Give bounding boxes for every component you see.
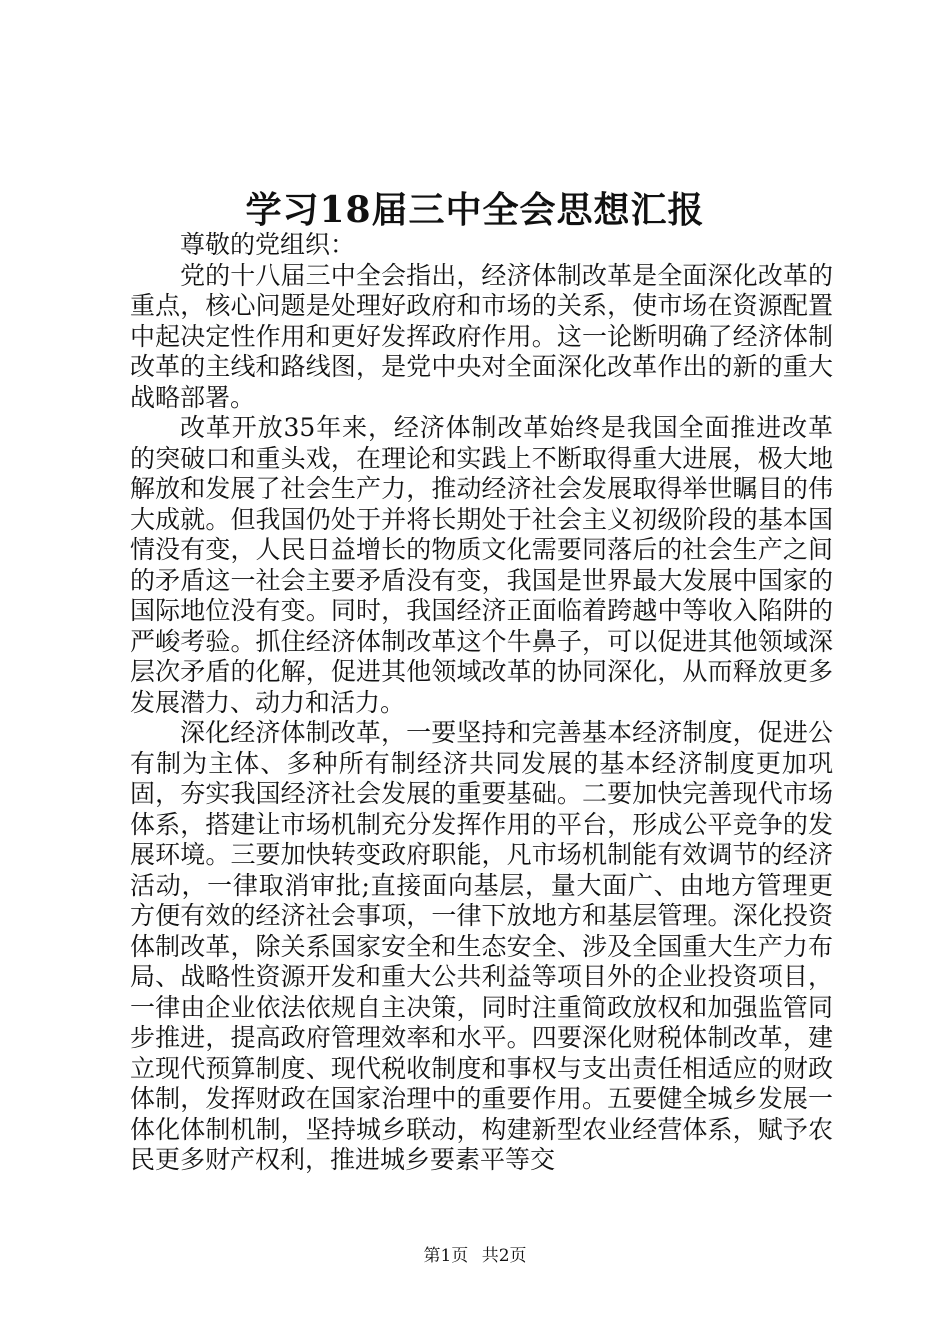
- page-footer: [0, 1245, 950, 1267]
- page-number-current: 第1页: [423, 1246, 469, 1266]
- salutation: 尊敬的党组织：: [180, 230, 356, 259]
- page-number-total: 共2页: [481, 1246, 527, 1266]
- document-body: [130, 230, 833, 1176]
- document-title: 学习18届三中全会思想汇报: [245, 189, 705, 231]
- paragraph-1: 党的十八届三中全会指出，经济体制改革是全面深化改革的重点，核心问题是处理好政府和市场的关系，使市场在资源配置中起决定性作用和更好发挥政府作用。这一论断明确了经济体制改革的主线和路线图，是党中央对全面深化改革作出的新的重大战略部署。: [130, 260, 833, 412]
- paragraph-2: 改革开放35年来，经济体制改革始终是我国全面推进改革的突破口和重头戏，在理论和实践上不断取得重大进展，极大地解放和发展了社会生产力，推动经济社会发展取得举世瞩目的伟大成就。但我国仍处于并将长期处于社会主义初级阶段的基本国情没有变，人民日益增长的物质文化需要同落后的社会生产之间的矛盾这一社会主要矛盾没有变，我国是世界最大发展中国家的国际地位没有变。同时，我国经济正面临着跨越中等收入陷阱的严峻考验。抓住经济体制改革这个牛鼻子，可以促进其他领域深层次矛盾的化解，促进其他领域改革的协同深化，从而释放更多发展潜力、动力和活力。: [130, 413, 833, 717]
- paragraph-3: 深化经济体制改革，一要坚持和完善基本经济制度，促进公有制为主体、多种所有制经济共同发展的基本经济制度更加巩固，夯实我国经济社会发展的重要基础。二要加快完善现代市场体系，搭建让市场机制充分发挥作用的平台，形成公平竞争的发展环境。三要加快转变政府职能，凡市场机制能有效调节的经济活动，一律取消审批;直接面向基层，量大面广、由地方管理更方便有效的经济社会事项，一律下放地方和基层管理。深化投资体制改革，除关系国家安全和生态安全、涉及全国重大生产力布局、战略性资源开发和重大公共利益等项目外的企业投资项目，一律由企业依法依规自主决策，同时注重简政放权和加强监管同步推进，提高政府管理效率和水平。四要深化财税体制改革，建立现代预算制度、现代税收制度和事权与支出责任相适应的财政体制，发挥财政在国家治理中的重要作用。五要健全城乡发展一体化体制机制，坚持城乡联动，构建新型农业经营体系，赋予农民更多财产权利，推进城乡要素平等交: [130, 718, 833, 1174]
